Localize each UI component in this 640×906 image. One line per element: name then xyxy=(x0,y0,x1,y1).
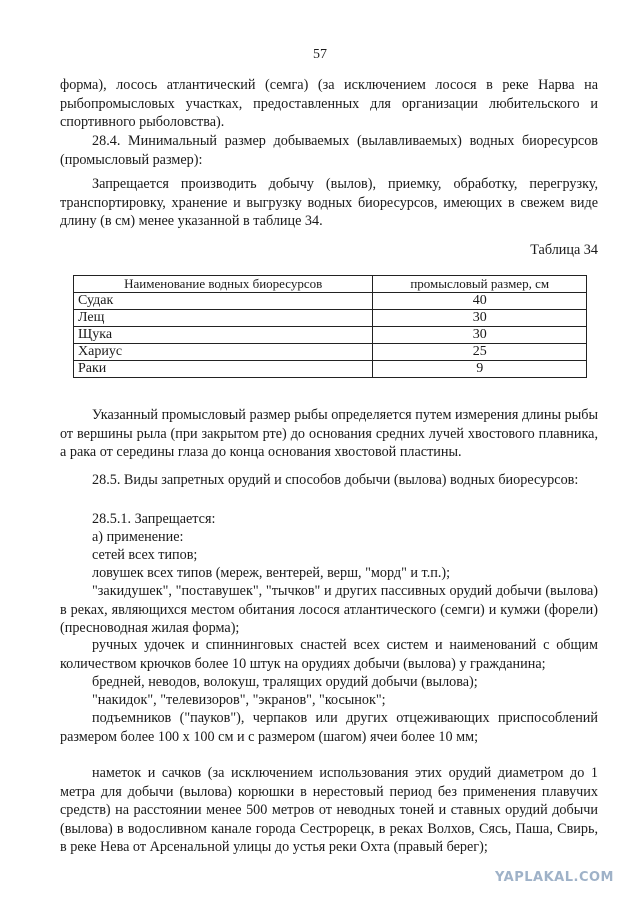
list-item: "накидок", "телевизоров", "экранов", "косынок"; xyxy=(92,692,386,708)
section-28-5-1-heading: 28.5.1. Запрещается: xyxy=(92,511,216,527)
table-row xyxy=(74,293,587,310)
table-cell-size: 9 xyxy=(373,361,587,378)
section-28-5-heading: 28.5. Виды запретных орудий и способов добычи (вылова) водных биоресурсов: xyxy=(92,472,579,488)
table-row xyxy=(74,361,587,378)
table-cell-name: Хариус xyxy=(74,344,373,361)
table-header-name: Наименование водных биоресурсов xyxy=(74,276,373,293)
list-item: ловушек всех типов (мереж, вентерей, верш, "морд" и т.п.); xyxy=(92,565,451,581)
table-row xyxy=(74,310,587,327)
watermark: YAPLAKAL.COM xyxy=(495,870,614,885)
item-a-heading: а) применение: xyxy=(92,529,184,545)
section-28-4-heading: 28.4. Минимальный размер добываемых (вылавливаемых) водных биоресурсов (промысловый размер): xyxy=(60,133,598,168)
list-item: ручных удочек и спиннинговых снастей всех систем и наименований с общим количеством крючков более 10 штук на орудиях добычи (вылова) у гражданина; xyxy=(60,637,598,672)
list-item: бредней, неводов, волокуш, тралящих орудий добычи (вылова); xyxy=(92,674,478,690)
table-cell-name: Лещ xyxy=(74,310,373,327)
paragraph-size-definition: Указанный промысловый размер рыбы определяется путем измерения длины рыбы от вершины рыла (при закрытом рте) до основания средних лучей хвостового плавника, а рака от середины глаза до конца основания хвостовой пластины. xyxy=(60,407,598,461)
table-cell-size: 30 xyxy=(373,327,587,344)
table-cell-size: 40 xyxy=(373,293,587,310)
table-header-size: промысловый размер, см xyxy=(373,276,587,293)
paragraph-salmon: форма), лосось атлантический (семга) (за исключением лосося в реке Нарва на рыбопромысловых участках, предоставленных для организации любительского и спортивного рыболовства). xyxy=(60,77,598,131)
table-cell-name: Раки xyxy=(74,361,373,378)
table-cell-name: Судак xyxy=(74,293,373,310)
table-caption: Таблица 34 xyxy=(530,242,598,258)
table-cell-size: 30 xyxy=(373,310,587,327)
size-table xyxy=(73,275,587,378)
paragraph-prohibition: Запрещается производить добычу (вылов), приемку, обработку, перегрузку, транспортировку, хранение и выгрузку водных биоресурсов, имеющих в свежем виде длину (в см) менее указанной в таблице 34. xyxy=(60,176,598,230)
list-item: подъемников ("пауков"), черпаков или других отцеживающих приспособлений размером более 100 х 100 см и с размером (шагом) ячеи более 10 мм; xyxy=(60,710,598,745)
page-number: 57 xyxy=(313,47,327,62)
table-cell-name: Щука xyxy=(74,327,373,344)
table-row xyxy=(74,344,587,361)
list-item: "закидушек", "поставушек", "тычков" и других пассивных орудий добычи (вылова) в реках, являющихся местом обитания лосося атлантического (семги) и кумжи (форели) (пресноводная жилая форма); xyxy=(60,583,598,637)
table-cell-size: 25 xyxy=(373,344,587,361)
table-row xyxy=(74,327,587,344)
table-header-row xyxy=(74,276,587,293)
list-item: наметок и сачков (за исключением использования этих орудий диаметром до 1 метра для добычи (вылова) корюшки в нерестовый период без применения плавучих средств) на расстоянии менее 500 метров от неводных тоней и ставных орудий добычи (вылова) в водосливном канале города Сестрорецк, в реках Волхов, Сясь, Паша, Свирь, в реке Нева от Арсенальной улицы до устья реки Охта (правый берег); xyxy=(60,765,598,856)
list-item: сетей всех типов; xyxy=(92,547,198,563)
